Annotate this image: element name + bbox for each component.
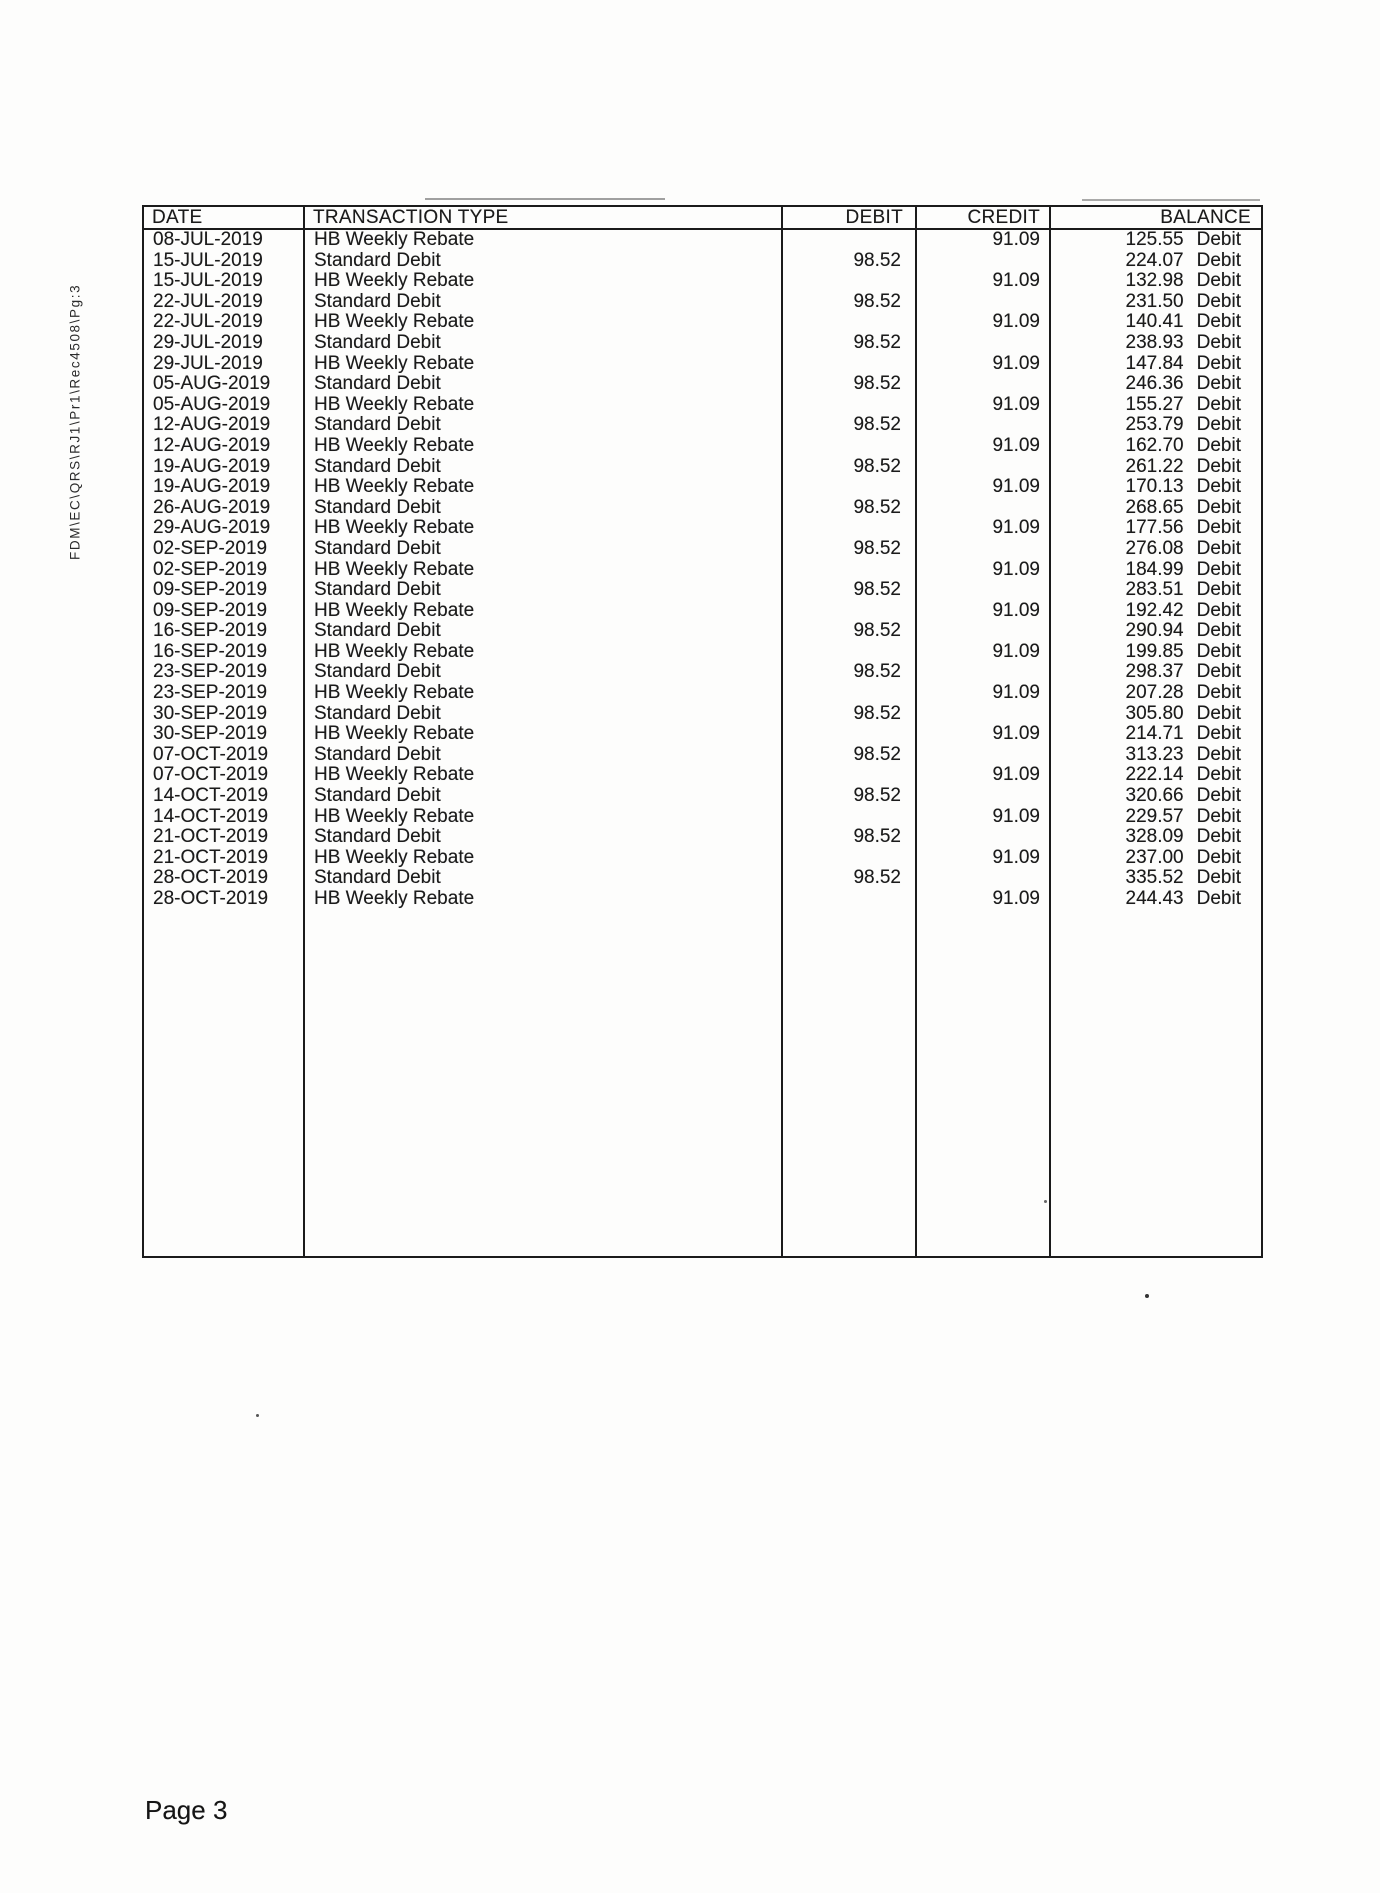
balance-amount: 290.94 (1125, 621, 1184, 642)
cell-balance (1049, 457, 1261, 478)
cell-debit (781, 230, 915, 251)
balance-amount: 253.79 (1125, 415, 1184, 436)
cell-debit (781, 889, 915, 910)
cell-transaction-type: HB Weekly Rebate (314, 641, 475, 662)
table-row (144, 560, 1261, 581)
cell-date: 23-SEP-2019 (153, 683, 268, 704)
cell-transaction-type: HB Weekly Rebate (314, 724, 475, 745)
cell-transaction-type: Standard Debit (314, 621, 441, 642)
table-row (144, 271, 1261, 292)
cell-balance (1049, 765, 1261, 786)
balance-amount: 125.55 (1125, 230, 1184, 250)
cell-debit: 98.52 (853, 580, 901, 601)
balance-amount: 184.99 (1125, 559, 1184, 580)
cell-debit (781, 477, 915, 498)
table-row (144, 807, 1261, 828)
cell-credit: 91.09 (992, 600, 1040, 621)
cell-credit (915, 745, 1049, 766)
balance-direction-label: Debit (1196, 312, 1241, 333)
column-header-credit: CREDIT (967, 207, 1040, 228)
balance-direction-label: Debit (1196, 415, 1241, 436)
cell-transaction-type: HB Weekly Rebate (314, 765, 475, 786)
scan-artifact (425, 198, 665, 200)
cell-date: 29-AUG-2019 (153, 518, 271, 539)
cell-balance (1049, 848, 1261, 869)
balance-direction-label: Debit (1196, 806, 1241, 827)
cell-debit (781, 354, 915, 375)
table-row (144, 868, 1261, 889)
cell-transaction-type: HB Weekly Rebate (314, 477, 475, 498)
cell-date: 07-OCT-2019 (153, 744, 269, 765)
cell-credit (915, 415, 1049, 436)
cell-credit: 91.09 (992, 394, 1040, 415)
cell-date: 21-OCT-2019 (153, 847, 269, 868)
cell-date: 14-OCT-2019 (153, 806, 269, 827)
transactions-table (142, 205, 1263, 1258)
table-row (144, 477, 1261, 498)
table-row (144, 395, 1261, 416)
cell-debit (781, 683, 915, 704)
cell-balance (1049, 601, 1261, 622)
table-row (144, 683, 1261, 704)
cell-transaction-type: Standard Debit (314, 332, 441, 353)
column-divider (303, 207, 305, 1256)
cell-date: 30-SEP-2019 (153, 703, 268, 724)
cell-balance (1049, 251, 1261, 272)
cell-balance (1049, 580, 1261, 601)
balance-amount: 222.14 (1125, 765, 1184, 786)
cell-debit: 98.52 (853, 786, 901, 807)
balance-direction-label: Debit (1196, 230, 1241, 250)
table-row (144, 230, 1261, 251)
cell-debit: 98.52 (853, 332, 901, 353)
table-row (144, 292, 1261, 313)
cell-transaction-type: Standard Debit (314, 827, 441, 848)
cell-date: 09-SEP-2019 (153, 600, 268, 621)
balance-direction-label: Debit (1196, 889, 1241, 909)
cell-credit: 91.09 (992, 559, 1040, 580)
scan-speck (256, 1414, 259, 1417)
cell-credit (915, 662, 1049, 683)
table-row (144, 498, 1261, 519)
balance-direction-label: Debit (1196, 435, 1241, 456)
table-row (144, 436, 1261, 457)
cell-transaction-type: HB Weekly Rebate (314, 559, 475, 580)
table-row (144, 354, 1261, 375)
cell-balance (1049, 827, 1261, 848)
balance-amount: 199.85 (1125, 641, 1184, 662)
table-row (144, 333, 1261, 354)
cell-transaction-type: Standard Debit (314, 291, 441, 312)
table-row (144, 745, 1261, 766)
table-header (144, 207, 1261, 230)
balance-amount: 237.00 (1125, 847, 1184, 868)
cell-transaction-type: HB Weekly Rebate (314, 683, 475, 704)
cell-date: 23-SEP-2019 (153, 662, 268, 683)
cell-debit: 98.52 (853, 744, 901, 765)
cell-balance (1049, 868, 1261, 889)
cell-balance (1049, 436, 1261, 457)
balance-direction-label: Debit (1196, 497, 1241, 518)
cell-date: 07-OCT-2019 (153, 765, 269, 786)
cell-balance (1049, 724, 1261, 745)
table-row (144, 889, 1261, 910)
balance-amount: 162.70 (1125, 435, 1184, 456)
balance-amount: 147.84 (1125, 353, 1184, 374)
table-row (144, 848, 1261, 869)
balance-direction-label: Debit (1196, 538, 1241, 559)
cell-debit (781, 271, 915, 292)
cell-balance (1049, 292, 1261, 313)
cell-date: 14-OCT-2019 (153, 786, 269, 807)
cell-transaction-type: Standard Debit (314, 662, 441, 683)
cell-date: 12-AUG-2019 (153, 415, 271, 436)
table-row (144, 251, 1261, 272)
cell-debit (781, 724, 915, 745)
cell-debit (781, 848, 915, 869)
balance-direction-label: Debit (1196, 786, 1241, 807)
cell-credit: 91.09 (992, 518, 1040, 539)
balance-direction-label: Debit (1196, 353, 1241, 374)
cell-balance (1049, 683, 1261, 704)
cell-credit: 91.09 (992, 765, 1040, 786)
cell-debit: 98.52 (853, 538, 901, 559)
cell-debit: 98.52 (853, 291, 901, 312)
cell-balance (1049, 642, 1261, 663)
balance-direction-label: Debit (1196, 765, 1241, 786)
scan-artifact (1082, 199, 1260, 201)
balance-direction-label: Debit (1196, 703, 1241, 724)
balance-amount: 244.43 (1125, 889, 1184, 909)
cell-date: 02-SEP-2019 (153, 559, 268, 580)
cell-debit (781, 642, 915, 663)
cell-debit: 98.52 (853, 374, 901, 395)
cell-credit (915, 621, 1049, 642)
cell-credit (915, 333, 1049, 354)
cell-balance (1049, 745, 1261, 766)
cell-date: 26-AUG-2019 (153, 497, 271, 518)
balance-direction-label: Debit (1196, 518, 1241, 539)
balance-amount: 238.93 (1125, 332, 1184, 353)
table-row (144, 786, 1261, 807)
cell-credit: 91.09 (992, 641, 1040, 662)
table-row (144, 704, 1261, 725)
cell-date: 15-JUL-2019 (153, 250, 263, 271)
cell-credit: 91.09 (992, 889, 1040, 909)
cell-transaction-type: HB Weekly Rebate (314, 230, 475, 250)
balance-direction-label: Debit (1196, 250, 1241, 271)
cell-date: 15-JUL-2019 (153, 271, 263, 292)
cell-credit (915, 251, 1049, 272)
column-divider (1049, 207, 1051, 1256)
table-row (144, 457, 1261, 478)
cell-date: 16-SEP-2019 (153, 621, 268, 642)
cell-balance (1049, 539, 1261, 560)
cell-credit (915, 292, 1049, 313)
balance-direction-label: Debit (1196, 271, 1241, 292)
balance-direction-label: Debit (1196, 394, 1241, 415)
cell-transaction-type: HB Weekly Rebate (314, 435, 475, 456)
cell-date: 16-SEP-2019 (153, 641, 268, 662)
cell-credit (915, 786, 1049, 807)
balance-direction-label: Debit (1196, 600, 1241, 621)
cell-debit (781, 807, 915, 828)
balance-amount: 224.07 (1125, 250, 1184, 271)
cell-balance (1049, 889, 1261, 910)
balance-amount: 155.27 (1125, 394, 1184, 415)
cell-transaction-type: HB Weekly Rebate (314, 889, 475, 909)
scan-speck (1145, 1294, 1149, 1298)
balance-amount: 140.41 (1125, 312, 1184, 333)
cell-balance (1049, 374, 1261, 395)
cell-transaction-type: Standard Debit (314, 250, 441, 271)
cell-debit: 98.52 (853, 703, 901, 724)
cell-transaction-type: HB Weekly Rebate (314, 600, 475, 621)
column-header-balance: BALANCE (1160, 207, 1251, 228)
cell-transaction-type: HB Weekly Rebate (314, 312, 475, 333)
balance-amount: 268.65 (1125, 497, 1184, 518)
cell-balance (1049, 395, 1261, 416)
cell-balance (1049, 230, 1261, 251)
cell-debit (781, 601, 915, 622)
cell-transaction-type: Standard Debit (314, 456, 441, 477)
cell-transaction-type: HB Weekly Rebate (314, 518, 475, 539)
table-row (144, 415, 1261, 436)
cell-credit: 91.09 (992, 683, 1040, 704)
sidebar-reference-text: FDM\EC\QRS\RJ1\Pr1\Rec4508\Pg:3 (67, 283, 83, 560)
balance-amount: 335.52 (1125, 868, 1184, 889)
cell-date: 22-JUL-2019 (153, 291, 263, 312)
balance-direction-label: Debit (1196, 332, 1241, 353)
cell-transaction-type: Standard Debit (314, 415, 441, 436)
column-header-date: DATE (152, 207, 203, 228)
cell-debit: 98.52 (853, 250, 901, 271)
table-row (144, 374, 1261, 395)
cell-transaction-type: Standard Debit (314, 497, 441, 518)
column-divider (915, 207, 917, 1256)
cell-balance (1049, 415, 1261, 436)
scan-speck (1044, 1200, 1047, 1203)
cell-debit (781, 765, 915, 786)
cell-transaction-type: HB Weekly Rebate (314, 353, 475, 374)
balance-direction-label: Debit (1196, 662, 1241, 683)
cell-transaction-type: HB Weekly Rebate (314, 806, 475, 827)
balance-direction-label: Debit (1196, 477, 1241, 498)
balance-amount: 276.08 (1125, 538, 1184, 559)
balance-amount: 231.50 (1125, 291, 1184, 312)
column-header-transaction-type: TRANSACTION TYPE (313, 207, 509, 228)
balance-amount: 320.66 (1125, 786, 1184, 807)
cell-debit (781, 436, 915, 457)
table-row (144, 312, 1261, 333)
balance-direction-label: Debit (1196, 827, 1241, 848)
cell-transaction-type: Standard Debit (314, 744, 441, 765)
balance-direction-label: Debit (1196, 641, 1241, 662)
cell-balance (1049, 560, 1261, 581)
cell-debit (781, 518, 915, 539)
table-body (144, 230, 1261, 910)
cell-balance (1049, 704, 1261, 725)
cell-credit (915, 704, 1049, 725)
table-row (144, 601, 1261, 622)
page-number: Page 3 (145, 1795, 228, 1825)
cell-balance (1049, 786, 1261, 807)
cell-credit: 91.09 (992, 312, 1040, 333)
column-divider (781, 207, 783, 1256)
cell-balance (1049, 312, 1261, 333)
cell-credit: 91.09 (992, 847, 1040, 868)
cell-balance (1049, 807, 1261, 828)
cell-credit: 91.09 (992, 806, 1040, 827)
cell-date: 05-AUG-2019 (153, 394, 271, 415)
cell-date: 05-AUG-2019 (153, 374, 271, 395)
cell-balance (1049, 477, 1261, 498)
table-row (144, 539, 1261, 560)
cell-date: 28-OCT-2019 (153, 868, 269, 889)
balance-direction-label: Debit (1196, 291, 1241, 312)
balance-amount: 328.09 (1125, 827, 1184, 848)
cell-date: 19-AUG-2019 (153, 456, 271, 477)
cell-transaction-type: Standard Debit (314, 786, 441, 807)
balance-direction-label: Debit (1196, 847, 1241, 868)
cell-date: 21-OCT-2019 (153, 827, 269, 848)
cell-credit (915, 374, 1049, 395)
cell-date: 09-SEP-2019 (153, 580, 268, 601)
balance-amount: 170.13 (1125, 477, 1184, 498)
cell-credit (915, 498, 1049, 519)
cell-debit: 98.52 (853, 662, 901, 683)
balance-direction-label: Debit (1196, 559, 1241, 580)
table-row (144, 642, 1261, 663)
cell-credit (915, 539, 1049, 560)
balance-direction-label: Debit (1196, 724, 1241, 745)
cell-debit: 98.52 (853, 827, 901, 848)
cell-balance (1049, 333, 1261, 354)
table-row (144, 518, 1261, 539)
cell-credit: 91.09 (992, 353, 1040, 374)
cell-date: 12-AUG-2019 (153, 435, 271, 456)
cell-transaction-type: Standard Debit (314, 703, 441, 724)
balance-amount: 246.36 (1125, 374, 1184, 395)
cell-balance (1049, 271, 1261, 292)
cell-debit: 98.52 (853, 868, 901, 889)
table-row (144, 827, 1261, 848)
cell-transaction-type: HB Weekly Rebate (314, 394, 475, 415)
balance-amount: 298.37 (1125, 662, 1184, 683)
cell-date: 29-JUL-2019 (153, 353, 263, 374)
balance-amount: 261.22 (1125, 456, 1184, 477)
table-row (144, 621, 1261, 642)
cell-debit: 98.52 (853, 456, 901, 477)
cell-transaction-type: Standard Debit (314, 374, 441, 395)
balance-amount: 192.42 (1125, 600, 1184, 621)
table-row (144, 765, 1261, 786)
cell-credit: 91.09 (992, 724, 1040, 745)
cell-balance (1049, 518, 1261, 539)
cell-transaction-type: HB Weekly Rebate (314, 847, 475, 868)
cell-credit: 91.09 (992, 230, 1040, 250)
cell-credit (915, 457, 1049, 478)
balance-amount: 305.80 (1125, 703, 1184, 724)
cell-credit (915, 868, 1049, 889)
balance-amount: 132.98 (1125, 271, 1184, 292)
cell-credit: 91.09 (992, 477, 1040, 498)
balance-direction-label: Debit (1196, 683, 1241, 704)
table-row (144, 724, 1261, 745)
cell-debit (781, 560, 915, 581)
cell-debit: 98.52 (853, 621, 901, 642)
cell-transaction-type: HB Weekly Rebate (314, 271, 475, 292)
cell-date: 19-AUG-2019 (153, 477, 271, 498)
balance-amount: 214.71 (1125, 724, 1184, 745)
cell-debit (781, 395, 915, 416)
balance-direction-label: Debit (1196, 621, 1241, 642)
cell-date: 30-SEP-2019 (153, 724, 268, 745)
cell-balance (1049, 621, 1261, 642)
cell-credit: 91.09 (992, 271, 1040, 292)
cell-debit: 98.52 (853, 497, 901, 518)
cell-transaction-type: Standard Debit (314, 538, 441, 559)
cell-date: 22-JUL-2019 (153, 312, 263, 333)
cell-debit: 98.52 (853, 415, 901, 436)
balance-direction-label: Debit (1196, 744, 1241, 765)
cell-date: 08-JUL-2019 (153, 230, 263, 250)
cell-date: 02-SEP-2019 (153, 538, 268, 559)
cell-credit (915, 827, 1049, 848)
balance-amount: 283.51 (1125, 580, 1184, 601)
balance-direction-label: Debit (1196, 456, 1241, 477)
cell-credit: 91.09 (992, 435, 1040, 456)
cell-credit (915, 580, 1049, 601)
balance-direction-label: Debit (1196, 868, 1241, 889)
balance-direction-label: Debit (1196, 580, 1241, 601)
cell-transaction-type: Standard Debit (314, 868, 441, 889)
balance-amount: 207.28 (1125, 683, 1184, 704)
cell-transaction-type: Standard Debit (314, 580, 441, 601)
balance-amount: 177.56 (1125, 518, 1184, 539)
table-row (144, 580, 1261, 601)
cell-balance (1049, 498, 1261, 519)
cell-debit (781, 312, 915, 333)
cell-date: 29-JUL-2019 (153, 332, 263, 353)
cell-balance (1049, 662, 1261, 683)
table-row (144, 662, 1261, 683)
column-header-debit: DEBIT (845, 207, 903, 228)
balance-direction-label: Debit (1196, 374, 1241, 395)
balance-amount: 313.23 (1125, 744, 1184, 765)
cell-balance (1049, 354, 1261, 375)
cell-date: 28-OCT-2019 (153, 889, 269, 909)
balance-amount: 229.57 (1125, 806, 1184, 827)
